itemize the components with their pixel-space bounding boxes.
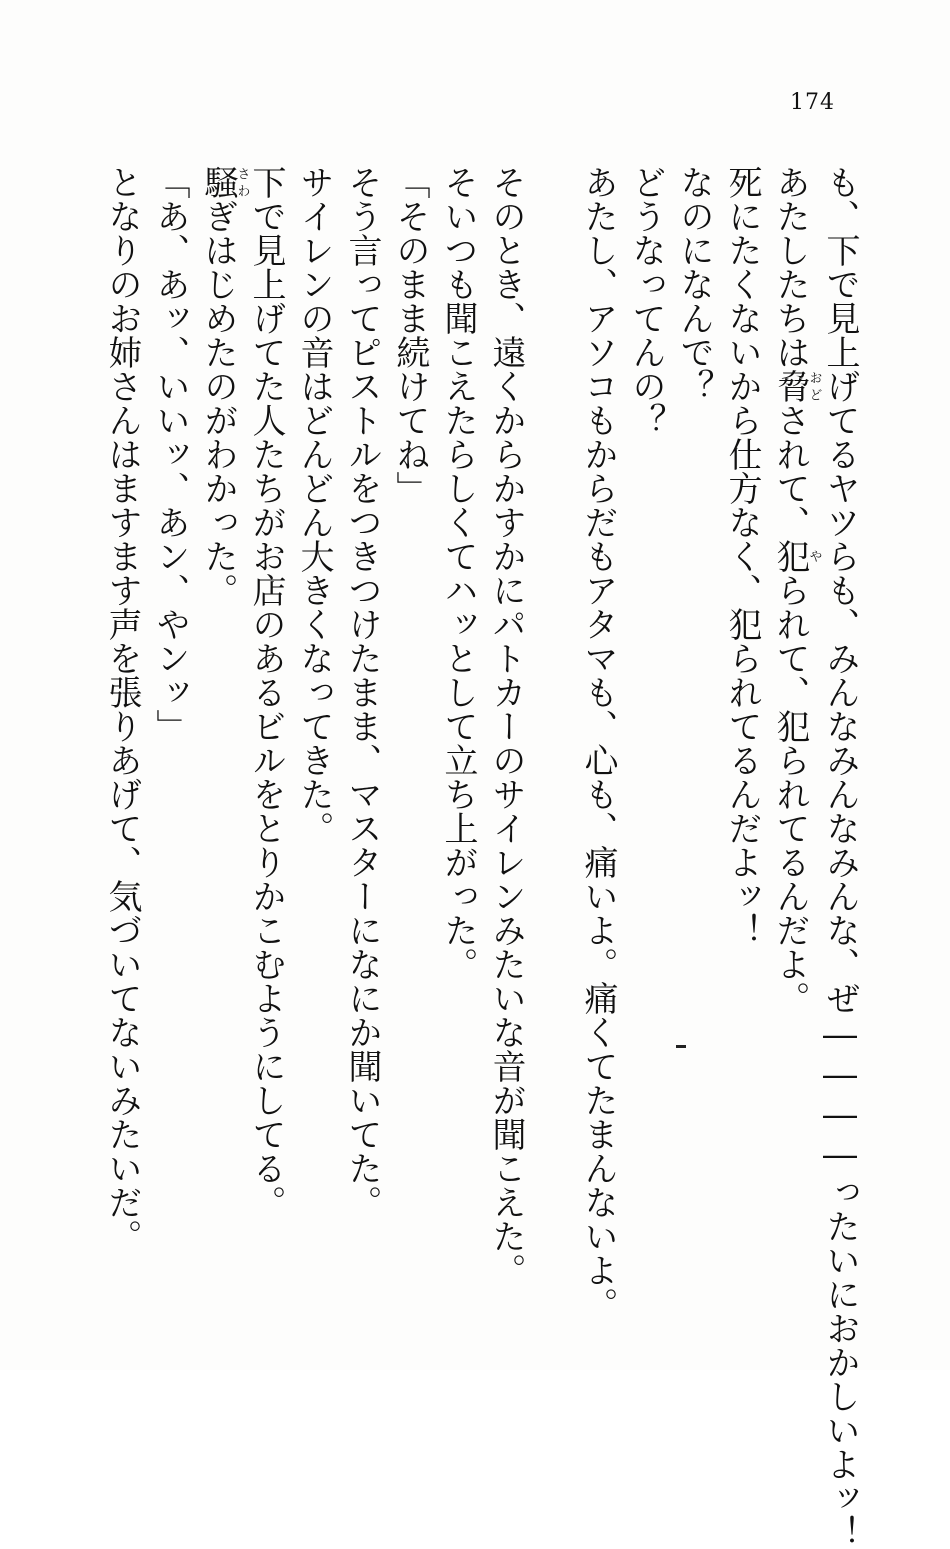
print-speck	[676, 1045, 686, 1048]
text-column-3: 死にたくないから仕方なく、犯られてるんだよッ！	[722, 165, 762, 947]
text-column-11: サイレンの音はどんどん大きくなってきた。	[294, 165, 334, 845]
text-column-6: あたし、アソコもからだもアタマも、心も、痛いよ。痛くてたまんないよ。	[578, 165, 618, 1321]
column-2-segment: あたしたちは	[770, 165, 810, 369]
text-column-1: も、下で見上げてるヤツらも、みんなみんなみんな、ぜ――――ったいにおかしいよッ！	[820, 165, 860, 1549]
ruby-word-sawa: 騒さわ	[198, 165, 250, 199]
column-13-segment: ぎはじめたのがわかった。	[198, 199, 238, 607]
text-column-7: そのとき、遠くからかすかにパトカーのサイレンみたいな音が聞こえた。	[486, 165, 526, 1287]
text-column-4: なのになんで？	[674, 165, 714, 403]
text-column-8: そいつも聞こえたらしくてハッとして立ち上がった。	[438, 165, 478, 981]
ruby-word-ya: 犯や	[770, 539, 822, 573]
text-column-5: どうなってんの？	[626, 165, 666, 437]
text-column-15: となりのお姉さんはますます声を張りあげて、気づいてないみたいだ。	[102, 165, 142, 1253]
page-number: 174	[790, 90, 835, 115]
text-column-12: 下で見上げてた人たちがお店のあるビルをとりかこむようにしてる。	[246, 165, 286, 1219]
column-2-segment: られて、犯られてるんだよ。	[770, 573, 810, 1015]
text-column-13	[198, 165, 249, 607]
text-column-9: 「そのまま続けてね」	[390, 165, 430, 505]
column-2-segment: されて、	[770, 403, 810, 539]
text-column-10: そう言ってピストルをつきつけたまま、マスターになにか聞いてた。	[342, 165, 382, 1219]
text-column-2	[770, 165, 821, 1015]
text-column-14: 「あ、あッ、いいッ、あン、やンッ」	[150, 165, 190, 743]
ruby-word-odo: 脅おど	[770, 369, 822, 403]
